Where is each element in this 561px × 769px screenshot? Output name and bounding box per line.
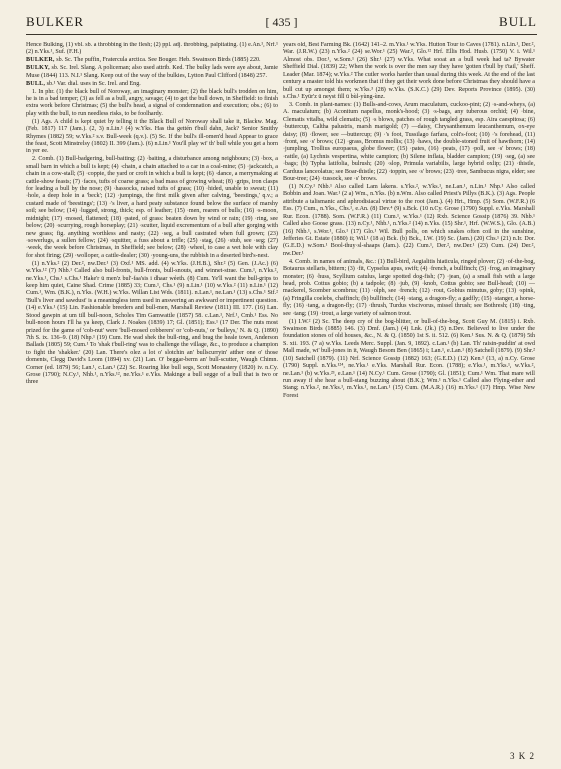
dictionary-paragraph (283, 102, 535, 184)
dictionary-paragraph (26, 42, 278, 57)
paragraph-text: 3. Comb. in plant-names: (1) Bulls-and-cows, Arum maculatum, cuckoo-pint; (2) ·s-and-wheys, (a) A. maculatum; (b) Aconitum napellus, monk's-hood; (3) ·s-bags, any tuberous orchid; (4) ·bine, Clematis vitalba, wild clematis; (5) ·s blows, patches of rough tangled grass, esp. Aira caespitosa; (6) ·buttercup, Caltha palustris, marsh marigold; (7) —daisy, Chrysanthemum leucanthemum, ox-eye daisy; (8) ·flower, see —buttercup; (9) ·'s foot, Tussilago farfara, colt's-foot; (10) ·'s forehead, (11) ·front, see ·s' brows; (12) ·grass, Bromus mollis; (13) ·haws, the double-stoned fruit of hawthorn; (14) ·jumpling, Trollius europaeus, globe flower; (15) ·pates, (16) ·peats, (17) ·poll, see ·s' brows; (18) ·rattle, (a) Lychnis vespertina, white campion; (b) Silene inflata, bladder campion; (19) ·seg, (a) see ·bags; (b) Typha latifolia, bulrush; (20) ·slop, Primula variabilis, large hybrid oxlip; (21) ·thistle, Carduus lanceolatus; see Boar-thistle; (22) ·toppin, see ·s' brows; (23) ·tree, Sambucus nigra, elder; see Bour-tree; (24) ·tussock, see ·s' brows. (283, 101, 535, 183)
left-column (26, 42, 278, 750)
headword: BULKER, (26, 57, 55, 64)
headword: BULL, (26, 80, 46, 87)
dictionary-paragraph (26, 261, 278, 387)
paragraph-text: sb. Sc. The puffin, Fratercula arctica. See Bouger. Heb. Swainson Birds (1885) 220. (56, 57, 261, 64)
right-column (283, 42, 535, 750)
dictionary-paragraph (283, 42, 535, 101)
paragraph-text: Hence Bulking, (1) vbl. sb. a throbbing in the flesh; (2) ppl. adj. throbbing, palpitating. (1) e.An.¹, Nrf.¹ (2) n.Yks.¹, Suf. (F.H.) (26, 42, 278, 56)
dictionary-paragraph (283, 184, 535, 258)
paragraph-text: 4. Comb. in names of animals, &c.: (1) Bull-bird, Aegialitis hiaticula, ringed plover; (2) ·of-the-bog, Botaurus stellaris, bittern; (3) ·fit, Cypselus apus, swift; (4) ·french, a bullfinch; (5) ·frog, an imaginary monster; (6) ·huss, Scyllium catulus, large spotted dog-fish; (7) ·jean, (a) a small fish with a large head, prob. Cottus gobio; (b) a tadpole; (8) ·jub, (9) ·knob, Cottus gobio; see Bull-head; (10) —mackerel, Scomber scombrus; (11) ·olph, see ·french; (12) ·rout, Gobius minutus, goby; (13) ·spink, (a) Fringilla coelebs, chaffinch; (b) bullfinch; (14) ·stang, a dragon-fly; a gadfly; (15) ·stanger, a horse-fly; (16) ·tang, a dragon-fly; (17) ·thrush, Turdus viscivorus, missel thrush; see Bothresh; (18) ·ting, see ·tang; (19) ·trout, a large variety of salmon trout. (283, 258, 535, 317)
signature-mark: 3 K 2 (510, 751, 535, 761)
dictionary-paragraph (283, 259, 535, 318)
page-number: [ 435 ] (265, 14, 298, 29)
paragraph-text: 2. Comb. (1) Bull-badgering, bull-baiting; (2) ·baiting, a disturbance among neighbours; (3) ·box, a small barn in which a bull is kept; (4) ·chain, a chain attached to a car in a coal-mine; (5) ·jackcatch, a chain in a cow-stall; (5) ·coppie, the yard or croft in which a bull is kept; (6) ·dance, a merrymaking at cattle-show feasts; (7) ·faces, tufts of coarse grass; a bad mass of growing wheat; (8) ·grips, iron clasps for leading a bull by the nose; (9) ·hassocks, raised tufts of grass; (10) ·hided, unable to sweat; (11) ·hole, a deep hole in a 'beck'; (12) ·jumpings, the first milk given after calving, 'beestings,' q.v.; a custard made of 'beestings'; (13) ·'s liver, a hard peaty substance found below the surface of marshy soil; see below; (14) ·lugged, strong, thick; esp. of leather; (15) ·men, rearers of bulls; (16) ·s-moon, midnight; (17) ·mosed, flattened; (18) ·pated, of grass: beaten down by wind or rain; (19) ·ring, see below; (20) ·scurrying, rough horseplay; (21) ·scutter, liquid excrementum of a bull after gorging with new grass; fig. anything worthless and nasty; (22) ·seg, a bull castrated when full grown; (23) ·sowerlugs, a sullen fellow; (24) ·squitter, a fuss about a trifle; (25) ·stag, (26) ·stub, see ·seg; (27) ·week, the week before Christmas, in Sheffield; see below; (28) ·wheel, to case a wet hole with clay for shot firing; (29) ·wolloper, a cattle-dealer; (30) ·young-uns, the rubbish in a deserted bird's-nest. (26, 156, 278, 259)
dictionary-paragraph (26, 156, 278, 260)
dictionary-paragraph (26, 89, 278, 119)
headword: BULKY, (26, 65, 50, 72)
paragraph-text: 1. In phr. (1) the black bull of Noroway, an imaginary monster; (2) the black bull's trodden on him, he is in a bad temper; (3) as fell as a bull, angry, savage; (4) to get the bull down, in Sheffield: to finish extra work before Christmas; (5) the bull's head, a signal of condemnation and execution; obs.; (6) to play with the bull, to run needless risks, to be foolhardy. (26, 88, 278, 117)
dictionary-paragraph (26, 119, 278, 156)
paragraph-text: (1) Ags. A child is kept quiet by telling it the Black Bull of Noroway shall take it, Blackw. Mag. (Feb. 1817) 117 (Jam.). (2, 3) n.Lin.¹ (4) w.Yks. Has tha gettén t'bull dahn, Jack? Senior Smithy Rhymes (1882) 59; w.Yks.² s.v. Bull-week (q.v.). (5) Sc. If the bull's ill-omen'd head Appear to grace the feast, Scott Minstrelsy (1802) II. 399 (Jam.). (6) n.Lin.¹ You'll play wi' th' bull while you get a horn in yer ee. (26, 118, 278, 155)
dictionary-paragraph (26, 65, 278, 80)
header-left-guideword: BULKER (26, 14, 84, 29)
dictionary-paragraph (26, 57, 278, 64)
dictionary-paragraph (26, 81, 278, 88)
paragraph-text: (1) n.Yks.² (2) Der.², nw.Der.¹ (3) Oxf.¹ MS. add. (4) w.Yks. (J.H.B.), Shr.² (5) Gen. (J.Ac.) (6) w.Yks.¹² (7) Nhb.¹ Called also bull-fronts, bull-fronts, bull-snouts, and winnet-strae. Cum.¹, n.Yks.², ne.Yks.¹, Chs.¹ s.Chs.¹ Hake'r ū men'z bul'-faa'sis i dhaar wéeth. (8) Cum. Ye'll want the bull-grips to keep him quiet, Caine Shad. Crime (1885) 33; Cum.¹, Chs.¹ (9) n.Lin.¹ (10) w.Yks.² (11) n.Lin.¹ (12) Cum.¹, Wm. (B.K.), n.Yks. (W.H.) w.Yks. Willan List Wds. (1811). n.Lan.¹, ne.Lan.¹ (13) s.Chs.¹ Stf.² 'Bull's liver and sawdust' is a meaningless term used in answering an awkward or impertinent question. (14) e.Yks.¹ (15) Lin. Fashionable breeders and bull-men, Marshall Review (1811) III. 177. (16) Lan. Stood gawpin at um till bull-noon, Scholes Tim Gamwattle (1857) 58. c.Lan.¹, Nrf.¹, Cmb.¹ Ess. No bull-noon hours I'll ha ya keep, Clark J. Noakes (1839) 17; Gl. (1851); Ess.¹ (17 Der. The nuts most prized for the game of 'cob-nut' were 'bull-mosed cobberers' or 'cob-nuts,' or 'bulleys,' N. & Q. (1890) 7th S. ix. 136–9. (18) Nhp.¹ (19) Cum. He wad shek the bull-ring, and brag the heale town, Anderson Ballads (1805) 59; Cum.¹ To 'shak t'bull-ring' was to challenge the village, &c., to produce a champion to fight the 'shakker.' (20) Lan. There's olez a lot o' slotchin an' bullscurryin' atther one o' those doments, Clegg David's Loom (1894) xv. (21) Lan. O' beggar-berm an' bull-scutter, Waugh Chimn. Corner (ed. 1879) 56; Lan.¹, c.Lan.¹ (22) Sc. Roaring like bull segs, Scott Monastery (1820) iv. n.Cy. Grose (1790); N.Cy.¹, Nhb.¹, n.Yks.¹², ne.Yks.¹ e.Yks. Makinge a bull segge of a bull that is two or three (26, 260, 278, 386)
running-header (26, 10, 537, 35)
paragraph-text: (1) I.W.² (2) Sc. The deep cry of the bog-blitter, or bull-of-the-bog, Scott Guy M. (1815) i. Rxb. Swainson Birds (1885) 146. (3) Dmf. (Jam.) (4) Lnk. (Jk.) (5) n.Dev. Believed to live under the foundation stones of old houses, &c., N. & Q. (1850) 1st S. ii. 512. (6) Ken.¹ Sus. N. & Q. (1879) 5th S. xii. 193. (7 a) w.Yks. Leeds Merc. Suppl. (Jan. 9, 1892). c.Lan.¹ (b) Lan. Th' raisin-puddin' at owd Mall made, wi' bull-jones in it, Waugh Besom Ben (1865) i; Lan.¹, e.Lan.¹ (8) Satchell (1879). (9) Shr.² (10) Satchell (1879). (11) Nrf. Science Gossip (1882) 163; (G.E.D.) (12) Ken.¹ (13, a) n.Cy. Grose (1790) Suppl. n.Yks.¹²⁴, ne.Yks.¹ e.Yks. Marshall Rur. Econ. (1788); e.Yks.¹, m.Yks.¹, w.Yks.², ne.Lan.¹ (b) w.Yks.²³, e.Lan.¹ (14) N.Cy.¹ Cum. Grose (1790); Gl. (1851); Cum.¹ Wm. That mare will run away if she hear a bull-stang buzzing about (B.K.); Wm.¹ n.Yks.¹ Called also Flying-ether and Stang; n.Yks.², ne.Yks.¹, m.Yks.¹, ne.Lan.¹ (15) Cum. (M.A.R.) (16) m.Yks.¹ (17) Hmp. Wise New Forest (283, 318, 535, 399)
paragraph-text: years old, Best Farming Bk. (1642) 141–2. m.Yks.¹ w.Yks. Hutton Tour to Caves (1781). n.Lin.¹, Der.², War. (J.R.W.) (23) n.Yks.² (24) se.Wor.¹ (25) War.², Glo.¹² Hrf. Ellis Hod. Husb. (1750) V. i. Wil.¹ Almost obs. Dor.¹, w.Som.¹ (26) Shr.¹ (27) w.Yks. What sooat an a bull week had ta? Bywater Sheffield Dial. (1839) 22; When the work is over the men say they have 'gotten t'bull by t'tail,' Sheff. Leader (Mar. 1874); w.Yks.² The cutler works harder than usual during this week. At the end of the last century a master told his workmen that if they get their work done before Christmas they should have a bull cut up amongst them; w.Yks.³ (28) w.Yks. (S.K.C.) (29) Dev. Reports Province (1895). (30) s.Chs.¹ Eyür'z ü neyst fill ü bùl-yùng-ùnz. (283, 42, 535, 100)
header-right-guideword: BULL (499, 14, 537, 29)
paragraph-text: sb.¹ Var. dial. uses in Sc. Irel. and Eng. (46, 80, 141, 87)
paragraph-text: sb. Sc. Irel. Slang. A policeman; also used attrib. Ked. The bulky lads were aye about, Jamie Muse (1844) 113. N.I.¹ Slang. Keep out of the way of the bulkies, Lytton Paul Clifford (1848) 257. (26, 65, 278, 79)
paragraph-text: (1) N.Cy.¹ Nhb.¹ Also called Lam lakens. s.Yks.², w.Yks.¹, ne.Lan.¹, n.Lin.¹ Nhp.¹ Also called Bobbin and Joan. War.¹ (2 a) Wm., n.Yks. (b) n.Wm. Also called Priest's Pillys (B.K.). (3) Ags. People attribute a talismanic and aphrodisiacal virtue to the root (Jam.). (4) Hrt., Hmp. (5) Som. (W.F.R.) (6 Ess. (7) Cum., n.Yks., Chs.¹, e.An. (8) Dev.⁴ (9) s.Bck. (10 n.Cy. Grose (1790) Suppl. e.Yks. Marshall Rur. Econ. (1788). Som. (W.F.R.) (11) Cum.¹, w.Yks.¹ (12) Rxb. Science Gossip (1876) 39. Nhb.¹ Called also Goose grass. (13) n.Cy.¹, Nhb.¹, n.Yks.² (14) n.Yks. (15) Shr.¹, Hrf. (W.W.S.), Glo. (A.B.) (16) Nhb.¹, s.Wor.¹, Glo.¹ (17) Glo.¹ Wil. Bull polls, on which snakes often coil in the sunshine, Jefferies Gt. Estate (1880) ii; Wil.¹ (18 a) Bck. (b) Bck., I.W. (19) Sc. (Jam.) (20) Chs.¹ (21) n.Ir. Dor. (G.E.D.) w.Som.¹ Bool-thuy·sl-shaaps (Jam.). (22) Cum.¹, Der.², nw.Der.¹ (23) Cum. (24) Der.², nw.Der.¹ (283, 184, 535, 257)
dictionary-paragraph (283, 319, 535, 401)
